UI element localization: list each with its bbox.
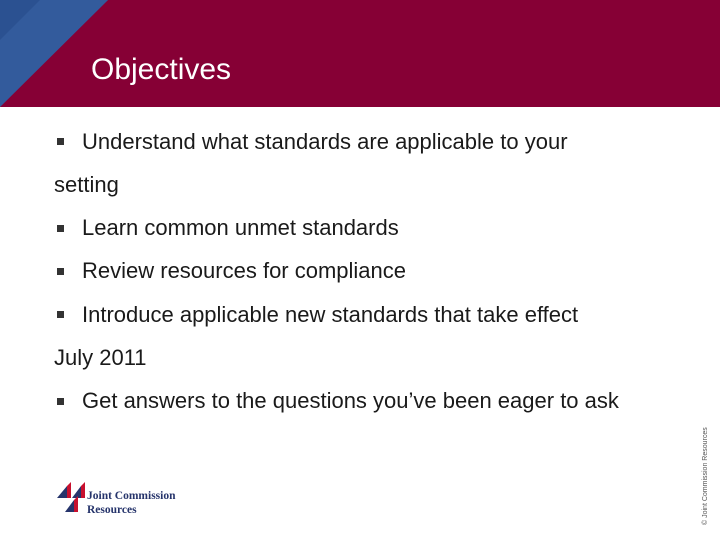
logo-text-line-2: Resources <box>87 504 137 516</box>
slide-title: Objectives <box>91 53 232 86</box>
bullet-4-line-2: July 2011 <box>54 345 147 370</box>
copyright-notice: © Joint Commission Resources <box>702 427 709 525</box>
bullet-marker <box>57 311 64 318</box>
bullet-1-line-2: setting <box>54 172 119 197</box>
logo-emblem-icon <box>57 480 87 514</box>
bullet-marker <box>57 138 64 145</box>
bullet-2: Learn common unmet standards <box>82 215 399 240</box>
bullet-3: Review resources for compliance <box>82 258 407 283</box>
bullet-marker <box>57 268 64 275</box>
bullet-5: Get answers to the questions you’ve been eager to ask <box>82 388 619 413</box>
logo-text-line-1: Joint Commission <box>87 490 176 502</box>
bullet-4-line-1: Introduce applicable new standards that take effect <box>82 302 579 327</box>
bullet-1-line-1: Understand what standards are applicable to your <box>82 129 568 154</box>
bullet-marker <box>57 225 64 232</box>
bullet-marker <box>57 398 64 405</box>
joint-commission-resources-logo <box>57 478 197 520</box>
